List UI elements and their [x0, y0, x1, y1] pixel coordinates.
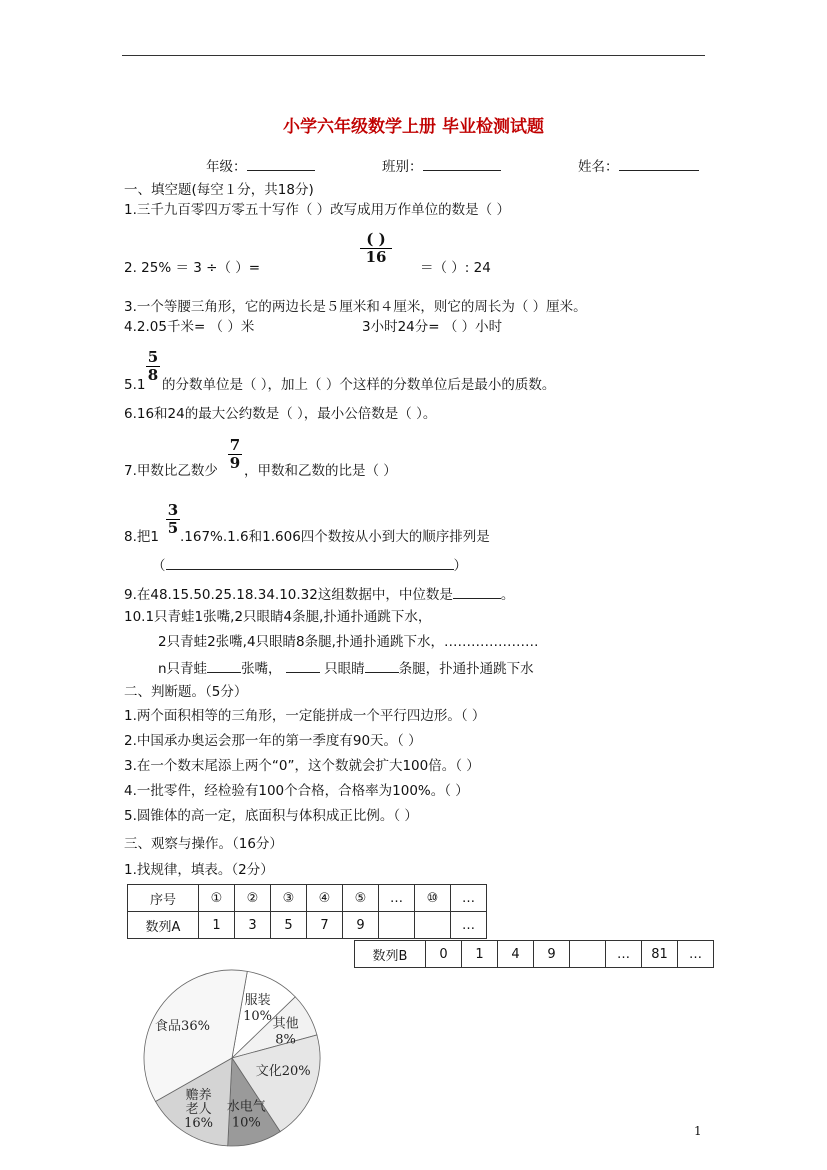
class-blank[interactable]	[423, 156, 501, 171]
question-4a: 4.2.05千米= （ ）米	[124, 319, 255, 335]
name-label: 姓名：	[578, 159, 619, 175]
pie-slice-label: 赡养	[185, 1088, 212, 1103]
class-label: 班别：	[382, 159, 423, 175]
question-9-text: 9.在48.15.50.25.18.34.10.32这组数据中，中位数是	[124, 587, 453, 603]
table-cell: 5	[271, 912, 307, 939]
table-cell: 3	[235, 912, 271, 939]
q10-text-1: n只青蛙	[158, 661, 208, 677]
question-10b: 2只青蛙2张嘴,4只眼睛8条腿,扑通扑通跳下水，…………………	[158, 634, 539, 650]
judge-item-4: 4.一批零件，经检验有100个合格，合格率为100%。（ ）	[124, 783, 469, 799]
question-10c	[158, 658, 534, 678]
table-cell: …	[379, 885, 415, 912]
q10-blank-legs[interactable]	[365, 658, 399, 673]
section3-question-1: 1.找规律，填表。（2分）	[124, 862, 274, 878]
q10-text-4: 条腿，扑通扑通跳下水	[398, 661, 534, 677]
question-7: ，甲数和乙数的比是（ ）	[244, 463, 397, 479]
table-cell: …	[451, 885, 487, 912]
question-1: 1.三千九百零四万零五十写作（ ）改写成用万作单位的数是（ ）	[124, 202, 510, 218]
q8-fraction	[166, 503, 180, 536]
question-5-prefix: 5.1	[124, 377, 146, 393]
table-row	[128, 885, 487, 912]
table-cell: ①	[199, 885, 235, 912]
table-cell: ⑩	[415, 885, 451, 912]
q2-fraction-denominator: 16	[365, 248, 387, 266]
table-cell: …	[678, 941, 714, 968]
section3-heading: 三、观察与操作。（16分）	[124, 836, 283, 852]
judge-item-1: 1.两个面积相等的三角形，一定能拼成一个平行四边形。（ ）	[124, 708, 486, 724]
table-cell: …	[606, 941, 642, 968]
judge-item-2: 2.中国承办奥运会那一年的第一季度有90天。（ ）	[124, 733, 422, 749]
sequence-table-b	[354, 940, 714, 968]
pie-slice-label: 8%	[275, 1032, 296, 1048]
grade-field	[206, 156, 315, 176]
question-8: .167%.1.6和1.606四个数按从小到大的顺序排列是	[180, 529, 490, 545]
pie-slice-label: 服装	[244, 992, 271, 1008]
question-5: 的分数单位是（ ），加上（ ）个这样的分数单位后是最小的质数。	[162, 377, 556, 393]
table-cell: ③	[271, 885, 307, 912]
q10-text-2: 张嘴，	[241, 661, 282, 677]
q5-fraction-numerator: 5	[147, 348, 159, 366]
table-cell: ②	[235, 885, 271, 912]
q8-close-paren: ）	[453, 558, 467, 574]
table-cell: 数列A	[128, 912, 199, 939]
section2-heading: 二、判断题。（5分）	[124, 684, 248, 700]
q8-open-paren: （	[152, 558, 166, 574]
q5-fraction-denominator: 8	[147, 366, 159, 384]
name-field	[578, 156, 699, 176]
q9-blank[interactable]	[453, 584, 501, 599]
pie-slice-label: 水电气	[226, 1099, 266, 1115]
table-answer-cell[interactable]	[415, 912, 451, 939]
q10-text-3: 只眼睛	[324, 661, 365, 677]
q2-fraction	[360, 232, 392, 265]
question-10a: 10.1只青蛙1张嘴,2只眼睛4条腿,扑通扑通跳下水，	[124, 609, 432, 625]
question-8-answer	[152, 555, 467, 575]
section1-heading: 一、填空题(每空１分，共18分)	[124, 182, 314, 198]
sequence-table-a	[127, 884, 487, 939]
class-field	[382, 156, 501, 176]
question-6: 6.16和24的最大公约数是（ ），最小公倍数是（ ）。	[124, 406, 437, 422]
question-8-prefix: 8.把1	[124, 529, 159, 545]
table-cell: 序号	[128, 885, 199, 912]
table-cell: 4	[498, 941, 534, 968]
q2-fraction-numerator: ( )	[366, 230, 386, 248]
question-7-prefix: 7.甲数比乙数少	[124, 463, 218, 479]
table-cell: 1	[199, 912, 235, 939]
q8-fraction-denominator: 5	[167, 519, 179, 537]
pie-slice-label: 10%	[243, 1008, 273, 1024]
question-3: 3.一个等腰三角形，它的两边长是５厘米和４厘米，则它的周长为（ ）厘米。	[124, 299, 587, 315]
grade-label: 年级：	[206, 159, 247, 175]
q8-answer-blank[interactable]	[166, 555, 454, 570]
pie-slice-label: 10%	[231, 1115, 261, 1131]
grade-blank[interactable]	[247, 156, 315, 171]
table-answer-cell[interactable]	[379, 912, 415, 939]
table-cell: 7	[307, 912, 343, 939]
q7-fraction	[228, 438, 242, 471]
pie-slice-label: 其他	[272, 1016, 299, 1032]
q10-blank-eyes[interactable]	[286, 658, 320, 673]
table-cell: 81	[642, 941, 678, 968]
table-cell: 0	[426, 941, 462, 968]
pie-slice-label: 文化20%	[255, 1064, 311, 1080]
table-cell: 9	[534, 941, 570, 968]
name-blank[interactable]	[619, 156, 699, 171]
q5-fraction	[146, 350, 160, 383]
table-answer-cell[interactable]	[570, 941, 606, 968]
judge-item-3: 3.在一个数末尾添上两个“0”，这个数就会扩大100倍。（ ）	[124, 758, 480, 774]
judge-item-5: 5.圆锥体的高一定，底面积与体积成正比例。（ ）	[124, 808, 418, 824]
page-number: 1	[694, 1124, 702, 1138]
pie-slice-label: 老人	[185, 1102, 212, 1117]
pie-slice-label: 食品36%	[155, 1019, 210, 1035]
q8-fraction-numerator: 3	[167, 501, 179, 519]
table-cell: 9	[343, 912, 379, 939]
table-cell: 1	[462, 941, 498, 968]
question-9	[124, 584, 514, 604]
q7-fraction-numerator: 7	[229, 436, 241, 454]
q10-blank-mouths[interactable]	[207, 658, 241, 673]
table-cell: …	[451, 912, 487, 939]
table-cell: ④	[307, 885, 343, 912]
table-cell: 数列B	[355, 941, 426, 968]
question-4b: 3小时24分= （ ）小时	[362, 319, 503, 335]
header-rule	[122, 55, 705, 56]
question-2b: ＝（ ）: 24	[420, 260, 491, 276]
pie-slice-label: 16%	[184, 1116, 214, 1131]
expense-pie-chart	[140, 968, 340, 1158]
question-2a: 2. 25% ＝ 3 ÷（ ）=	[124, 260, 261, 276]
table-row	[355, 941, 714, 968]
table-cell: ⑤	[343, 885, 379, 912]
question-9-end: 。	[500, 587, 515, 603]
table-row	[128, 912, 487, 939]
q7-fraction-denominator: 9	[229, 454, 241, 472]
page-title: 小学六年级数学上册 毕业检测试题	[283, 117, 544, 137]
